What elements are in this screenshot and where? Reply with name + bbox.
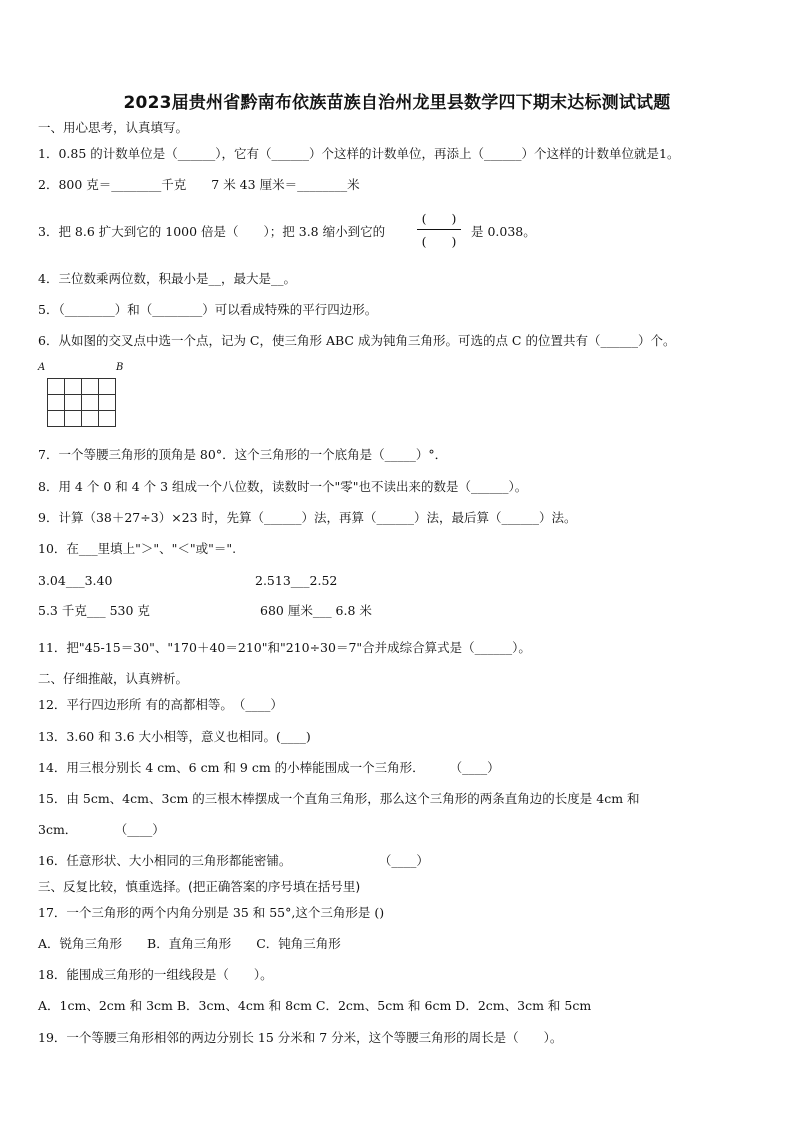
question-11: 11．把"45-15＝30"、"170＋40＝210"和"210÷30＝7"合并成综合算式是（______）。 — [38, 640, 531, 655]
question-8: 8．用 4 个 0 和 4 个 3 组成一个八位数，读数时一个"零"也不读出来的数是（______）。 — [38, 479, 528, 494]
question-10-item-4: 680 厘米___ 6.8 米 — [260, 603, 372, 618]
section-3-heading: 三、反复比较，慎重选择。(把正确答案的序号填在括号里) — [38, 879, 361, 894]
fraction-blank — [413, 209, 465, 250]
question-10-item-3: 5.3 千克___ 530 克 — [38, 603, 150, 618]
section-2-heading: 二、仔细推敲，认真辨析。 — [38, 671, 189, 686]
question-14: 14．用三根分别长 4 cm、6 cm 和 9 cm 的小棒能围成一个三角形． （____） — [38, 760, 500, 775]
question-10: 10．在___里填上"＞"、"＜"或"＝". — [38, 541, 237, 556]
question-17-options: A．锐角三角形 B．直角三角形 C．钝角三角形 — [38, 936, 341, 951]
section-1-heading: 一、用心思考，认真填写。 — [38, 120, 189, 135]
question-18: 18．能围成三角形的一组线段是（ ）。 — [38, 967, 273, 982]
question-3-part-a: 3．把 8.6 扩大到它的 1000 倍是（ ）；把 3.8 缩小到它的 — [38, 224, 386, 239]
question-2: 2．800 克＝________千克 7 米 43 厘米＝________米 — [38, 177, 360, 192]
question-5: 5．（________）和（________）可以看成特殊的平行四边形。 — [38, 302, 378, 317]
point-a-label: A — [38, 362, 46, 373]
fraction-bar — [417, 229, 461, 230]
question-15-part-b: 3cm． （____） — [38, 822, 165, 837]
question-1: 1．0.85 的计数单位是（______），它有（______）个这样的计数单位，再添上（______）个这样的计数单位就是1。 — [38, 146, 680, 161]
question-4: 4．三位数乘两位数，积最小是__，最大是__。 — [38, 271, 296, 286]
question-6: 6．从如图的交叉点中选一个点，记为 C，使三角形 ABC 成为钝角三角形。可选的点 C 的位置共有（______）个。 — [38, 333, 676, 348]
question-15-part-a: 15．由 5cm、4cm、3cm 的三根木棒摆成一个直角三角形，那么这个三角形的两条直角边的长度是 4cm 和 — [38, 791, 640, 806]
question-19: 19．一个等腰三角形相邻的两边分别长 15 分米和 7 分米，这个等腰三角形的周长是（ ）。 — [38, 1030, 563, 1045]
question-10-item-1: 3.04___3.40 — [38, 573, 113, 588]
question-13: 13．3.60 和 3.6 大小相等，意义也相同。(____) — [38, 729, 311, 744]
question-16: 16．任意形状、大小相同的三角形都能密铺。 （____） — [38, 853, 429, 868]
point-b-label: B — [116, 362, 124, 373]
question-3-part-b: 是 0.038。 — [471, 224, 536, 239]
question-18-options: A．1cm、2cm 和 3cm B．3cm、4cm 和 8cm C．2cm、5cm 和 6cm D．2cm、3cm 和 5cm — [38, 998, 592, 1013]
question-9: 9．计算（38＋27÷3）×23 时，先算（______）法，再算（______）法，最后算（______）法。 — [38, 510, 577, 525]
question-12: 12．平行四边形所 有的高都相等。 （____） — [38, 697, 283, 712]
question-17: 17．一个三角形的两个内角分别是 35 和 55°,这个三角形是 () — [38, 905, 385, 920]
question-7: 7．一个等腰三角形的顶角是 80°．这个三角形的一个底角是（_____）°． — [38, 447, 448, 462]
fraction-numerator-blank: ( ) — [421, 211, 457, 226]
grid-svg — [38, 366, 138, 430]
fraction-denominator-blank: ( ) — [421, 234, 457, 249]
question-10-item-2: 2.513___2.52 — [255, 573, 338, 588]
page-title: 2023届贵州省黔南布依族苗族自治州龙里县数学四下期末达标测试试题 — [123, 93, 671, 113]
